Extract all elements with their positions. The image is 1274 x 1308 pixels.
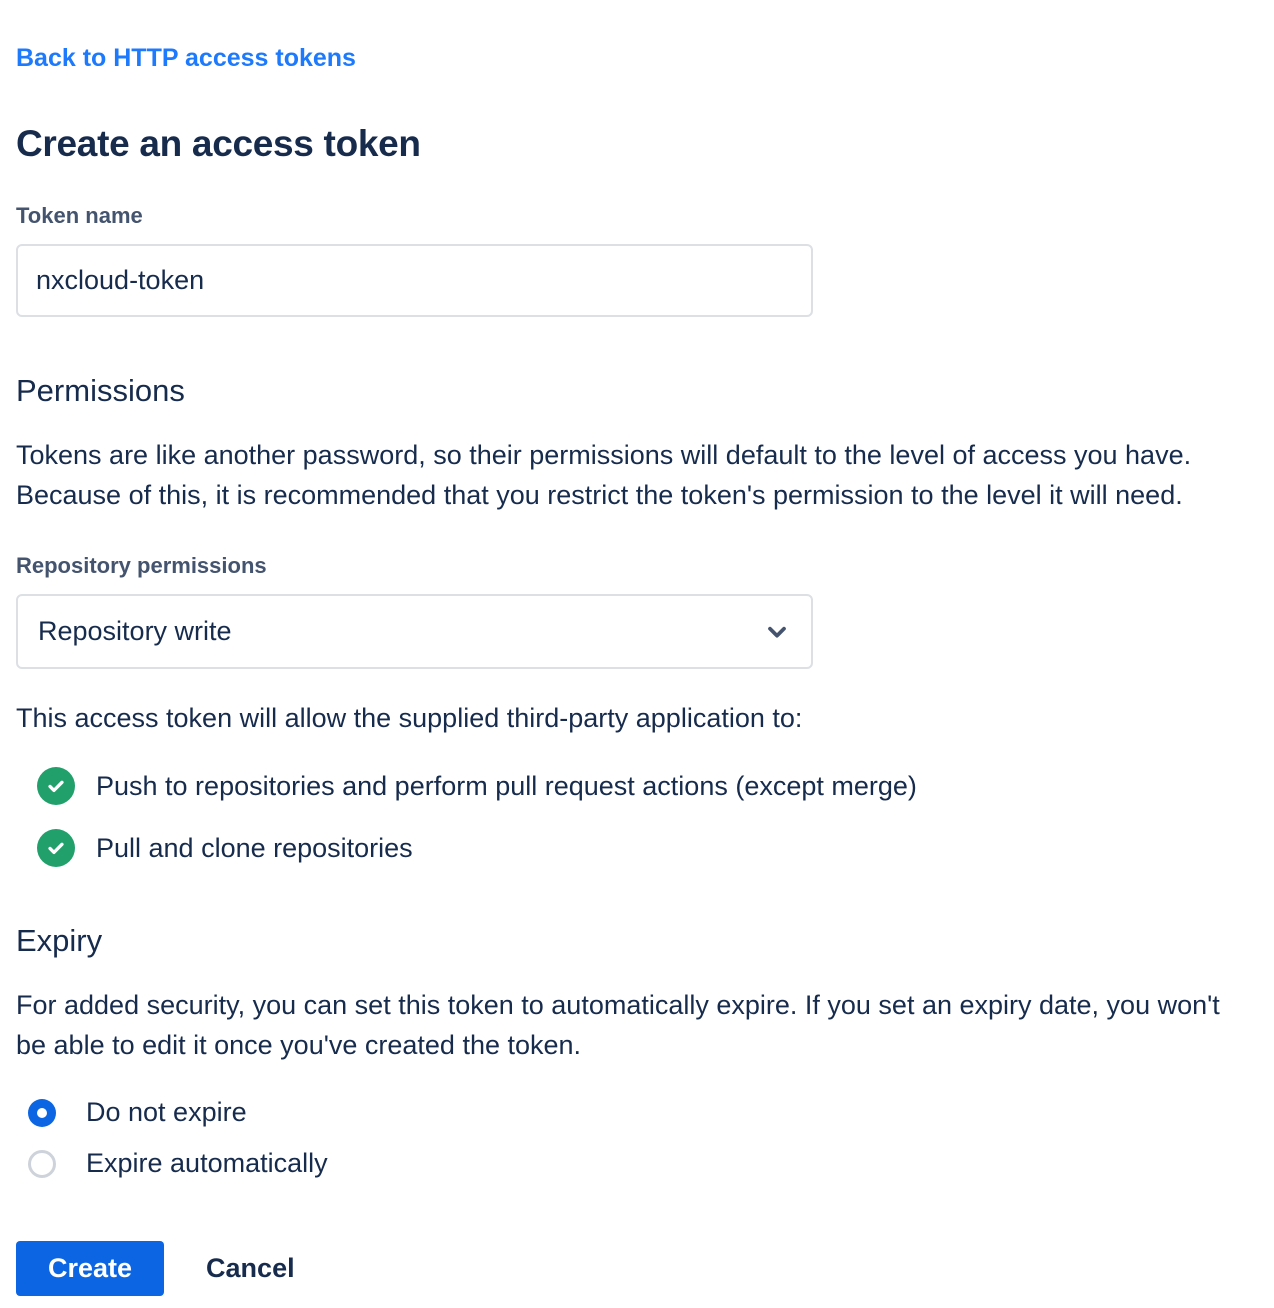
- form-actions: [16, 1241, 1258, 1296]
- check-circle-icon: [37, 767, 75, 805]
- radio-option-expire-automatically[interactable]: [16, 1148, 1258, 1179]
- expiry-radio-group: [16, 1097, 1258, 1179]
- capability-text: Push to repositories and perform pull request actions (except merge): [96, 770, 917, 801]
- radio-unselected-icon[interactable]: [28, 1150, 56, 1178]
- check-circle-icon: [37, 829, 75, 867]
- capability-list: [16, 767, 1258, 867]
- capability-item: [16, 767, 1258, 805]
- chevron-down-icon: [763, 618, 791, 646]
- permissions-description: Tokens are like another password, so their permissions will default to the level of access you have. Because of this, it is recommended that you restrict the token's permission to the level it will need.: [16, 440, 1192, 510]
- permissions-heading: Permissions: [16, 373, 185, 408]
- allow-intro-text: This access token will allow the supplied third-party application to:: [16, 703, 803, 733]
- radio-label: Do not expire: [86, 1097, 247, 1127]
- cancel-button[interactable]: Cancel: [206, 1253, 295, 1283]
- expiry-description: For added security, you can set this token to automatically expire. If you set an expiry date, you won't be able to edit it once you've created the token.: [16, 990, 1220, 1060]
- page-title: Create an access token: [16, 123, 421, 164]
- repository-permissions-label: Repository permissions: [16, 553, 267, 578]
- expiry-heading: Expiry: [16, 923, 103, 958]
- radio-label: Expire automatically: [86, 1148, 328, 1178]
- repository-permissions-select[interactable]: [16, 594, 813, 669]
- repository-permissions-selected-value: Repository write: [38, 616, 232, 646]
- back-to-http-access-tokens-link[interactable]: Back to HTTP access tokens: [16, 44, 356, 72]
- token-name-input[interactable]: [16, 244, 813, 317]
- capability-item: [16, 829, 1258, 867]
- radio-selected-icon[interactable]: [28, 1099, 56, 1127]
- capability-text: Pull and clone repositories: [96, 832, 413, 863]
- radio-option-do-not-expire[interactable]: [16, 1097, 1258, 1128]
- token-name-label: Token name: [16, 203, 143, 228]
- create-button[interactable]: Create: [16, 1241, 164, 1296]
